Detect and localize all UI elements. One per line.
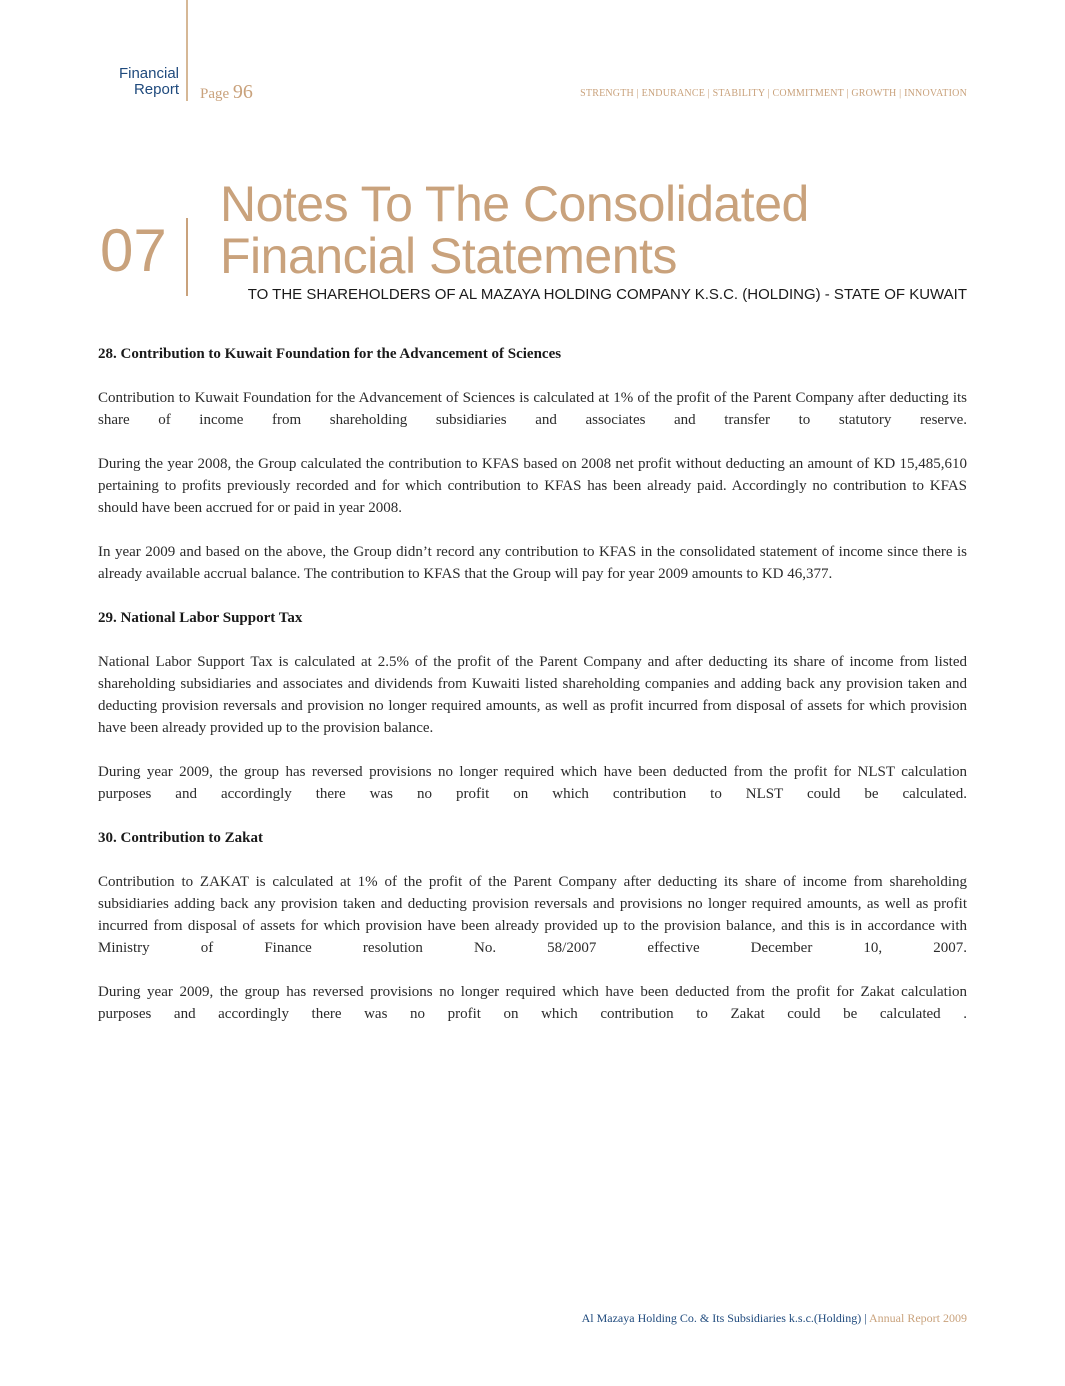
section-label-line1: Financial — [118, 65, 179, 82]
page-title — [220, 178, 809, 282]
notes-content — [98, 343, 967, 1047]
page-title-line2: Financial Statements — [220, 228, 677, 284]
footer-separator: | — [864, 1311, 867, 1325]
footer-company: Al Mazaya Holding Co. & Its Subsidiaries k.s.c.(Holding) — [581, 1311, 862, 1325]
chapter-divider — [186, 218, 188, 296]
page-footer — [582, 1311, 967, 1326]
chapter-number: 07 — [100, 217, 167, 284]
note-28 — [98, 343, 967, 585]
note-heading: 28. Contribution to Kuwait Foundation for the Advancement of Sciences — [98, 346, 562, 362]
note-heading: 29. National Labor Support Tax — [98, 610, 303, 626]
header-divider — [186, 0, 188, 101]
note-paragraph: Contribution to ZAKAT is calculated at 1% of the profit of the Parent Company after deducting its share of income from shareholding subsidiaries adding back any provision taken and deducting provision reversals and provisions no longer required amounts, as well as profit incurred from disposal of assets for which provision have been already provided up to the provision balance, and this is in accordance with Ministry of Finance resolution No. 58/2007 effective December 10, 2007. — [98, 874, 967, 956]
note-paragraph: During the year 2008, the Group calculated the contribution to KFAS based on 2008 net profit without deducting an amount of KD 15,485,610 pertaining to profits previously recorded and for which contribution to KFAS has been already paid. Accordingly no contribution to KFAS should have been accrued for or paid in year 2008. — [98, 456, 967, 516]
header-tagline: STRENGTH | ENDURANCE | STABILITY | COMMITMENT | GROWTH | INNOVATION — [580, 88, 967, 99]
page-subtitle: TO THE SHAREHOLDERS OF AL MAZAYA HOLDING COMPANY K.S.C. (HOLDING) - STATE OF KUWAIT — [247, 286, 967, 303]
note-paragraph: During year 2009, the group has reversed provisions no longer required which have been deducted from the profit for Zakat calculation purposes and accordingly there was no profit on which contribution to Zakat could be calculated . — [98, 984, 967, 1022]
note-paragraph: National Labor Support Tax is calculated at 2.5% of the profit of the Parent Company and after deducting its share of income from listed shareholding subsidiaries and associates and dividends from Kuwaiti listed shareholding companies and adding back any provision taken and deducting provision reversals and provision no longer required amounts, as well as profit incurred from disposal of assets for which provision have been already provided up to the provision balance. — [98, 654, 967, 736]
note-29 — [98, 607, 967, 805]
footer-report: Annual Report 2009 — [869, 1311, 967, 1325]
note-paragraph: During year 2009, the group has reversed provisions no longer required which have been deducted from the profit for NLST calculation purposes and accordingly there was no profit on which contribution to NLST could be calculated. — [98, 764, 967, 802]
page-prefix: Page — [200, 86, 230, 102]
section-label — [119, 66, 179, 98]
note-paragraph: In year 2009 and based on the above, the Group didn’t record any contribution to KFAS in the consolidated statement of income since there is already available accrual balance. The contribution to KFAS that the Group will pay for year 2009 amounts to KD 46,377. — [98, 544, 967, 582]
section-label-line2: Report — [133, 81, 179, 98]
page-number-value: 96 — [232, 81, 253, 103]
page-title-line1: Notes To The Consolidated — [220, 176, 809, 232]
note-paragraph: Contribution to Kuwait Foundation for the Advancement of Sciences is calculated at 1% of the profit of the Parent Company after deducting its share of income from shareholding subsidiaries and associates and transfer to statutory reserve. — [98, 390, 967, 428]
note-heading: 30. Contribution to Zakat — [98, 830, 264, 846]
note-30 — [98, 827, 967, 1025]
page-number — [200, 81, 253, 104]
